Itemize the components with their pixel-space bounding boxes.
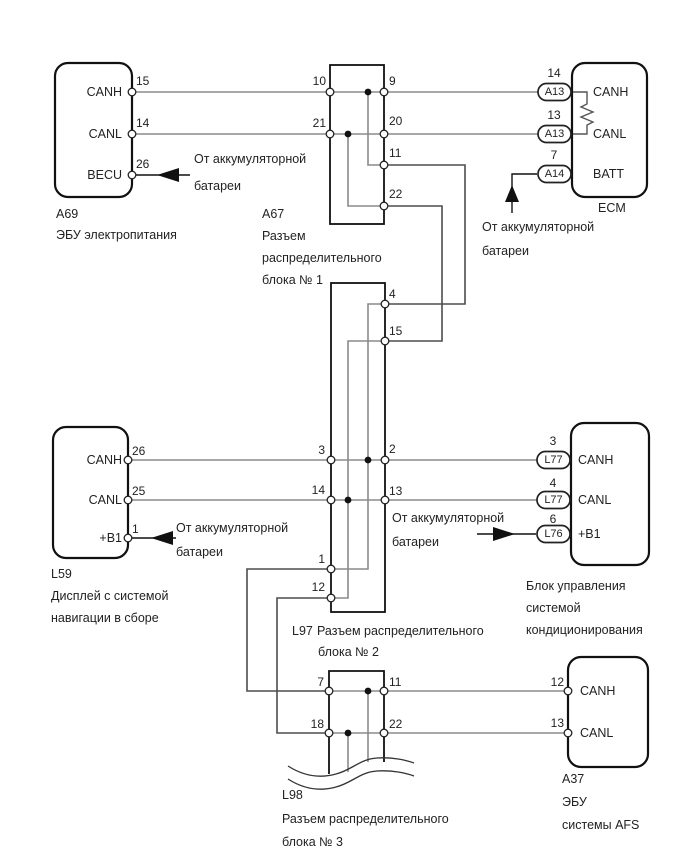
ac-pin-4-number: 4 (549, 476, 557, 490)
ecm-pin-13-number: 13 (547, 108, 561, 122)
l98-description-line2: блока № 3 (282, 835, 343, 849)
a69-pin-canl-label: CANL (88, 127, 122, 141)
a69-battery-note-line1: От аккумуляторной (194, 152, 307, 166)
l59-description-line1: Дисплей с системой (51, 589, 169, 603)
l97-description-line2: блока № 2 (318, 645, 379, 659)
ecm-pin-canl-label: CANL (593, 127, 627, 141)
l97-internal-canl (331, 341, 384, 598)
branch-a67-22-to-l97-15 (384, 206, 442, 341)
a67-description-line3: блока № 1 (262, 273, 323, 287)
a69-battery-arrow-icon (157, 168, 179, 182)
l59-battery-arrow-icon (151, 531, 173, 545)
l97-internal-canh (331, 304, 384, 569)
a67-pin-10-number: 10 (312, 74, 326, 88)
a67-pin-11-number: 11 (389, 146, 402, 160)
ac-description-line2: системой (526, 601, 581, 615)
ac-pin-b1-label: +B1 (578, 527, 601, 541)
a67-internal-canh (368, 92, 384, 165)
l97-block-outline (331, 283, 385, 612)
l59-pin-26-number: 26 (132, 444, 146, 458)
ac-battery-note-line1: От аккумуляторной (392, 511, 505, 525)
ecm-pin-7-number: 7 (550, 148, 558, 162)
ecm-canh-connector-code: A13 (544, 85, 565, 98)
a67-pin-20-number: 20 (389, 114, 403, 128)
ac-pin-3-number: 3 (549, 434, 557, 448)
l97-pin-4-number: 4 (389, 287, 396, 301)
a67-description-line1: Разъем (262, 229, 306, 243)
ecm-pin-14-number: 14 (547, 66, 561, 80)
branch-l97-12-to-l98-18 (277, 598, 331, 733)
l98-pin-18-number: 18 (310, 717, 324, 731)
a69-battery-note-line2: батареи (194, 179, 241, 193)
ecm-battery-note-line2: батареи (482, 244, 529, 258)
l59-pin-25-number: 25 (132, 484, 146, 498)
a69-pin-canh-number: 15 (136, 74, 150, 88)
ac-battery-note-line2: батареи (392, 535, 439, 549)
ac-canh-connector-code: L77 (544, 453, 563, 466)
ecm-ref: ECM (598, 201, 626, 215)
l59-ref: L59 (51, 567, 72, 581)
ac-pin-6-number: 6 (549, 512, 557, 526)
l59-pin-canl-label: CANL (88, 493, 122, 507)
l97-pin-14-number: 14 (311, 483, 325, 497)
l59-battery-note-line1: От аккумуляторной (176, 521, 289, 535)
a67-description-line2: распределительного (262, 251, 382, 265)
ecm-battery-note-line1: От аккумуляторной (482, 220, 595, 234)
a69-ref: A69 (56, 207, 79, 221)
a37-pin-canh-label: CANH (580, 684, 616, 698)
cable-break-wave-upper (288, 758, 414, 776)
l97-pin-13-number: 13 (389, 484, 403, 498)
a37-ref: A37 (562, 772, 585, 786)
terminating-resistor (570, 92, 593, 134)
l97-pin-12-number: 12 (311, 580, 325, 594)
a67-internal-canl (348, 134, 384, 206)
a37-description-line1: ЭБУ (562, 795, 587, 809)
a67-pin-21-number: 21 (312, 116, 326, 130)
l97-pin-1-number: 1 (318, 552, 325, 566)
l97-description-line1: Разъем распределительного (317, 624, 484, 638)
l59-pin-1-number: 1 (132, 522, 139, 536)
a69-pin-becu-number: 26 (136, 157, 150, 171)
l98-pin-11-number: 11 (389, 675, 402, 689)
l98-description-line1: Разъем распределительного (282, 812, 449, 826)
l97-pin-3-number: 3 (318, 443, 325, 457)
ecm-battery-line (512, 174, 537, 213)
l59-pin-canh-label: CANH (86, 453, 122, 467)
a69-pin-canl-number: 14 (136, 116, 150, 130)
a67-pin-22-number: 22 (389, 187, 403, 201)
ac-canl-connector-code: L77 (544, 493, 563, 506)
l97-ref: L97 (292, 624, 313, 638)
l97-pin-2-number: 2 (389, 442, 396, 456)
a69-pin-canh-label: CANH (86, 85, 122, 99)
l98-pin-22-number: 22 (389, 717, 403, 731)
a67-pin-9-number: 9 (389, 74, 396, 88)
a67-ref: A67 (262, 207, 285, 221)
a37-description-line2: системы AFS (562, 818, 640, 832)
ecm-batt-connector-code: A14 (544, 167, 565, 180)
branch-a67-11-to-l97-4 (384, 165, 465, 304)
a37-pin-13-number: 13 (550, 716, 564, 730)
l97-pin-15-number: 15 (389, 324, 403, 338)
ac-pin-canh-label: CANH (578, 453, 614, 467)
a67-block-outline (330, 65, 384, 224)
cable-break-wave-lower (288, 771, 414, 789)
ecm-battery-arrow-icon (505, 185, 519, 202)
a37-pin-canl-label: CANL (580, 726, 614, 740)
ac-pin-canl-label: CANL (578, 493, 612, 507)
ac-battery-arrow-icon (493, 527, 515, 541)
l98-ref: L98 (282, 788, 303, 802)
l59-battery-note-line2: батареи (176, 545, 223, 559)
ecm-pin-canh-label: CANH (593, 85, 629, 99)
ac-b1-connector-code: L76 (544, 527, 563, 540)
a69-description: ЭБУ электропитания (56, 228, 177, 242)
ecm-pin-batt-label: BATT (593, 167, 625, 181)
l59-pin-b1-label: +B1 (99, 531, 122, 545)
l59-description-line2: навигации в сборе (51, 611, 159, 625)
ecm-canl-connector-code: A13 (544, 127, 565, 140)
ac-description-line1: Блок управления (526, 579, 626, 593)
a37-block-outline (568, 657, 648, 767)
l98-pin-7-number: 7 (317, 675, 324, 689)
a37-pin-12-number: 12 (550, 675, 564, 689)
a69-pin-becu-label: BECU (87, 168, 122, 182)
ac-description-line3: кондиционирования (526, 623, 643, 637)
